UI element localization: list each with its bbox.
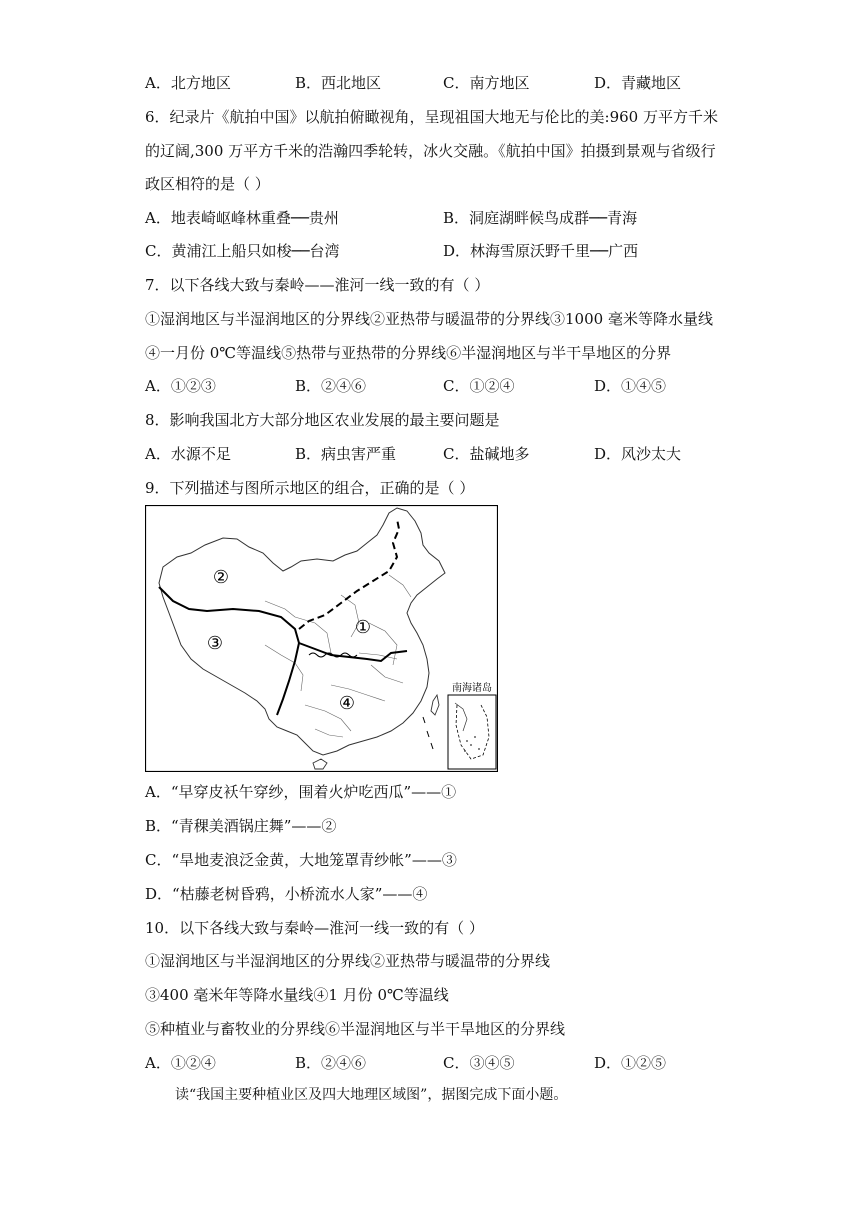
q6-option-d: D．林海雪原沃野千里──广西 <box>443 242 639 260</box>
region-label-3: ③ <box>206 633 224 654</box>
q10-stem-line-3: ③400 毫米年等降水量线④1 月份 0℃等温线 <box>145 986 449 1004</box>
q6-stem-line-2: 的辽阔,300 万平方千米的浩瀚四季轮转，冰火交融。《航拍中国》拍摄到景观与省级行 <box>145 142 716 160</box>
q8-option-d: D．风沙太大 <box>594 445 682 463</box>
q6-option-a: A．地表崎岖峰林重叠──贵州 <box>145 209 339 227</box>
q10-option-b: B．②④⑥ <box>295 1054 367 1072</box>
q9-option-a: A．“早穿皮袄午穿纱，围着火炉吃西瓜”——① <box>145 783 457 801</box>
q5-option-d: D．青藏地区 <box>594 74 682 92</box>
q8-option-c: C．盐碱地多 <box>443 445 530 463</box>
q7-stem-line-1: 7．以下各线大致与秦岭——淮河一线一致的有（ ） <box>145 276 490 294</box>
reading-instruction: 读“我国主要种植业区及四大地理区域图”，据图完成下面小题。 <box>175 1087 568 1103</box>
q5-option-b: B．西北地区 <box>295 74 382 92</box>
q7-stem-line-2: ①湿润地区与半湿润地区的分界线②亚热带与暖温带的分界线③1000 毫米等降水量线 <box>145 310 713 328</box>
q10-option-a: A．①②④ <box>145 1054 216 1072</box>
region-label-4: ④ <box>338 693 356 714</box>
china-regions-map <box>145 505 498 772</box>
q10-stem-line-1: 10．以下各线大致与秦岭—淮河一线一致的有（ ） <box>145 919 484 937</box>
q10-stem-line-2: ①湿润地区与半湿润地区的分界线②亚热带与暖温带的分界线 <box>145 952 551 970</box>
q7-option-c: C．①②④ <box>443 377 515 395</box>
q10-stem-line-4: ⑤种植业与畜牧业的分界线⑥半湿润地区与半干旱地区的分界线 <box>145 1020 566 1038</box>
q7-option-d: D．①④⑤ <box>594 377 667 395</box>
q9-option-b: B．“青稞美酒锅庄舞”——② <box>145 817 337 835</box>
q6-option-b: B．洞庭湖畔候鸟成群──青海 <box>443 209 638 227</box>
q5-option-a: A．北方地区 <box>145 74 231 92</box>
q8-option-a: A．水源不足 <box>145 445 231 463</box>
inset-label: 南海诸岛 <box>452 683 492 694</box>
q9-option-c: C．“旱地麦浪泛金黄，大地笼罩青纱帐”——③ <box>145 851 457 869</box>
q7-option-b: B．②④⑥ <box>295 377 367 395</box>
q5-option-c: C．南方地区 <box>443 74 530 92</box>
q8-stem: 8．影响我国北方大部分地区农业发展的最主要问题是 <box>145 411 500 429</box>
region-label-1: ① <box>354 617 372 638</box>
q9-stem: 9．下列描述与图所示地区的组合，正确的是（ ） <box>145 479 475 497</box>
q9-option-d: D．“枯藤老树昏鸦，小桥流水人家”——④ <box>145 885 428 903</box>
region-label-2: ② <box>212 567 230 588</box>
q7-option-a: A．①②③ <box>145 377 216 395</box>
q6-option-c: C．黄浦江上船只如梭──台湾 <box>145 242 340 260</box>
q10-option-c: C．③④⑤ <box>443 1054 515 1072</box>
q7-stem-line-3: ④一月份 0℃等温线⑤热带与亚热带的分界线⑥半湿润地区与半干旱地区的分界 <box>145 344 672 362</box>
q6-stem-line-1: 6．纪录片《航拍中国》以航拍俯瞰视角，呈现祖国大地无与伦比的美:960 万平方千米 <box>145 108 718 126</box>
q10-option-d: D．①②⑤ <box>594 1054 667 1072</box>
q8-option-b: B．病虫害严重 <box>295 445 397 463</box>
q6-stem-line-3: 政区相符的是（ ） <box>145 175 270 193</box>
south-china-sea-inset <box>448 695 496 769</box>
